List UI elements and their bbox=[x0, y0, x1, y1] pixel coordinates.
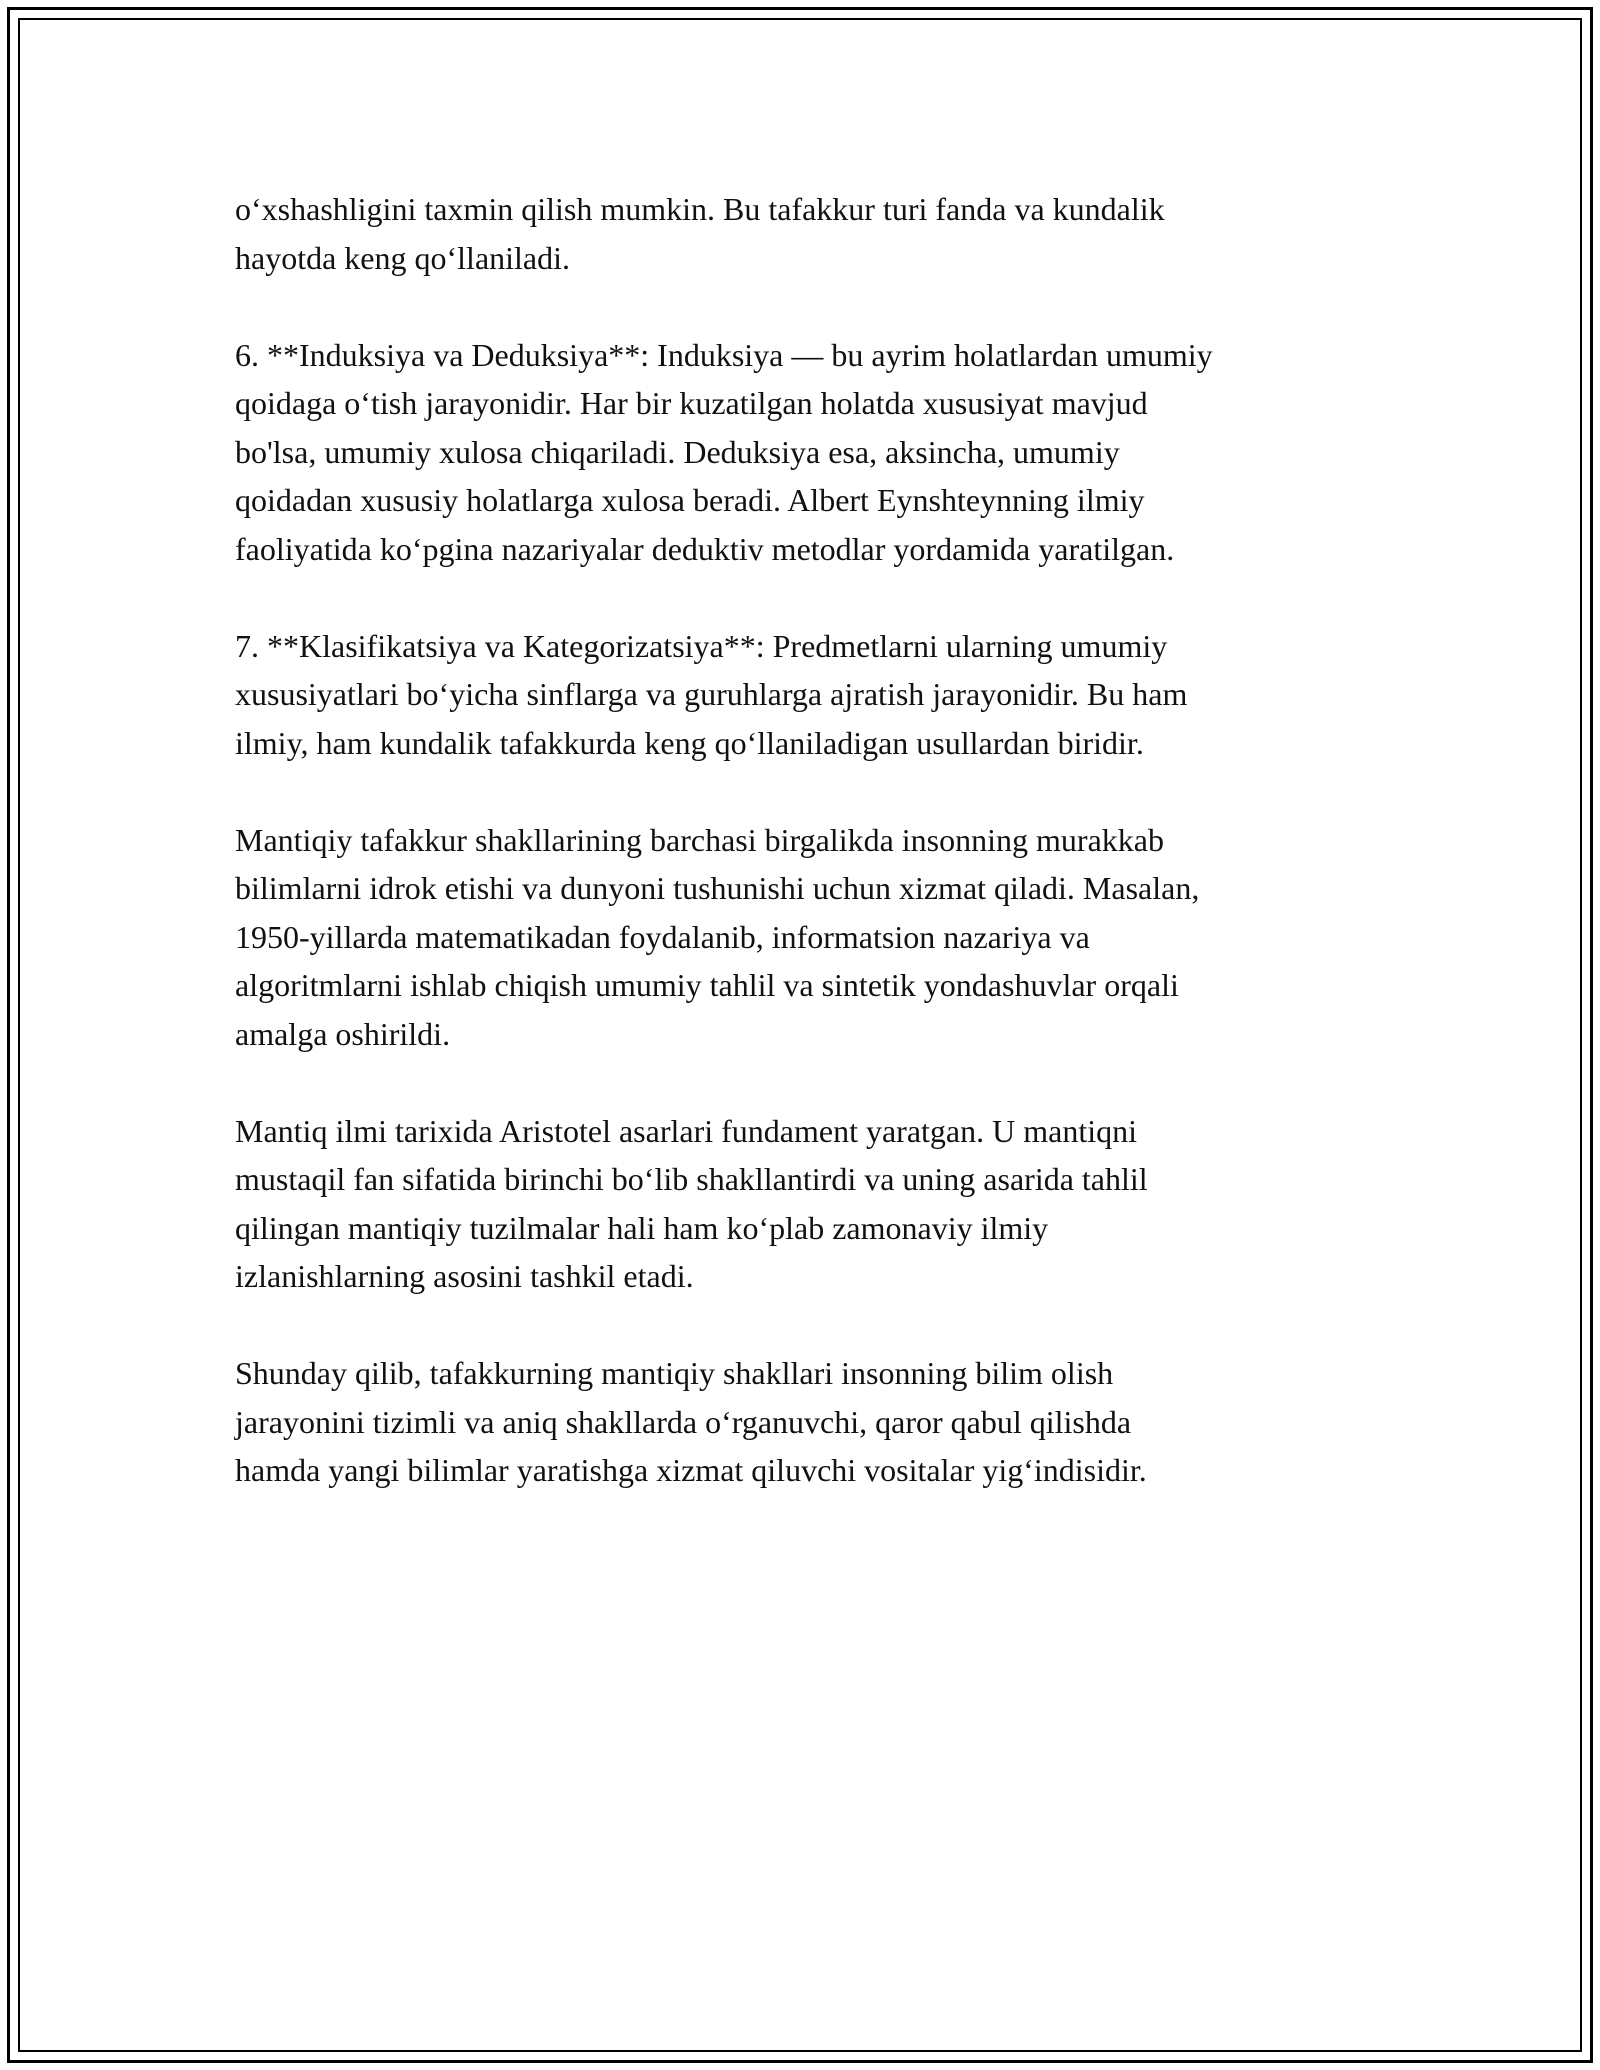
text-line: qilingan mantiqiy tuzilmalar hali ham ko‘plab zamonaviy ilmiy bbox=[235, 1209, 1049, 1246]
paragraph-logical-thinking bbox=[235, 816, 1375, 1059]
text-line: Shunday qilib, tafakkurning mantiqiy shakllari insonning bilim olish bbox=[235, 1355, 1114, 1391]
text-line: faoliyatida ko‘pgina nazariyalar deduktiv metodlar yordamida yaratilgan. bbox=[235, 530, 1175, 567]
text-line: amalga oshirildi. bbox=[235, 1015, 451, 1052]
text-line: ilmiy, ham kundalik tafakkurda keng qo‘llaniladigan usullardan biridir. bbox=[235, 724, 1144, 761]
text-line: bo'lsa, umumiy xulosa chiqariladi. Deduksiya esa, aksincha, umumiy bbox=[235, 433, 1120, 470]
text-line: qoidaga o‘tish jarayonidir. Har bir kuzatilgan holatda xususiyat mavjud bbox=[235, 385, 1148, 421]
text-line: hayotda keng qo‘llaniladi. bbox=[235, 239, 571, 276]
text-line: bilimlarni idrok etishi va dunyoni tushunishi uchun xizmat qiladi. Masalan, bbox=[235, 870, 1200, 906]
text-line: o‘xshashligini taxmin qilish mumkin. Bu tafakkur turi fanda va kundalik bbox=[235, 191, 1165, 227]
paragraph-aristotle bbox=[235, 1107, 1375, 1301]
text-line: Mantiq ilmi tarixida Aristotel asarlari fundament yaratgan. U mantiqni bbox=[235, 1112, 1137, 1149]
text-line: izlanishlarning asosini tashkil etadi. bbox=[235, 1258, 694, 1294]
text-line: xususiyatlari bo‘yicha sinflarga va guruhlarga ajratish jarayonidir. Bu ham bbox=[235, 676, 1188, 712]
text-line: Mantiqiy tafakkur shakllarining barchasi birgalikda insonning murakkab bbox=[235, 821, 1164, 858]
text-line: 7. **Klasifikatsiya va Kategorizatsiya**: Predmetlarni ularning umumiy bbox=[235, 627, 1168, 664]
text-line: mustaqil fan sifatida birinchi bo‘lib shakllantirdi va uning asarida tahlil bbox=[235, 1161, 1148, 1197]
text-line: hamda yangi bilimlar yaratishga xizmat qiluvchi vositalar yig‘indisidir. bbox=[235, 1452, 1147, 1488]
paragraph-induction-deduction bbox=[235, 331, 1375, 574]
document-body bbox=[235, 185, 1375, 1543]
paragraph-classification bbox=[235, 622, 1375, 768]
text-line: 6. **Induksiya va Deduksiya**: Induksiya — bu ayrim holatlardan umumiy bbox=[235, 336, 1213, 373]
text-line: qoidadan xususiy holatlarga xulosa beradi. Albert Eynshteynning ilmiy bbox=[235, 482, 1145, 518]
text-line: algoritmlarni ishlab chiqish umumiy tahlil va sintetik yondashuvlar orqali bbox=[235, 967, 1179, 1003]
paragraph-continuation bbox=[235, 185, 1375, 282]
text-line: 1950-yillarda matematikadan foydalanib, informatsion nazariya va bbox=[235, 918, 1090, 955]
paragraph-conclusion bbox=[235, 1349, 1375, 1495]
text-line: jarayonini tizimli va aniq shakllarda o‘rganuvchi, qaror qabul qilishda bbox=[235, 1403, 1132, 1440]
